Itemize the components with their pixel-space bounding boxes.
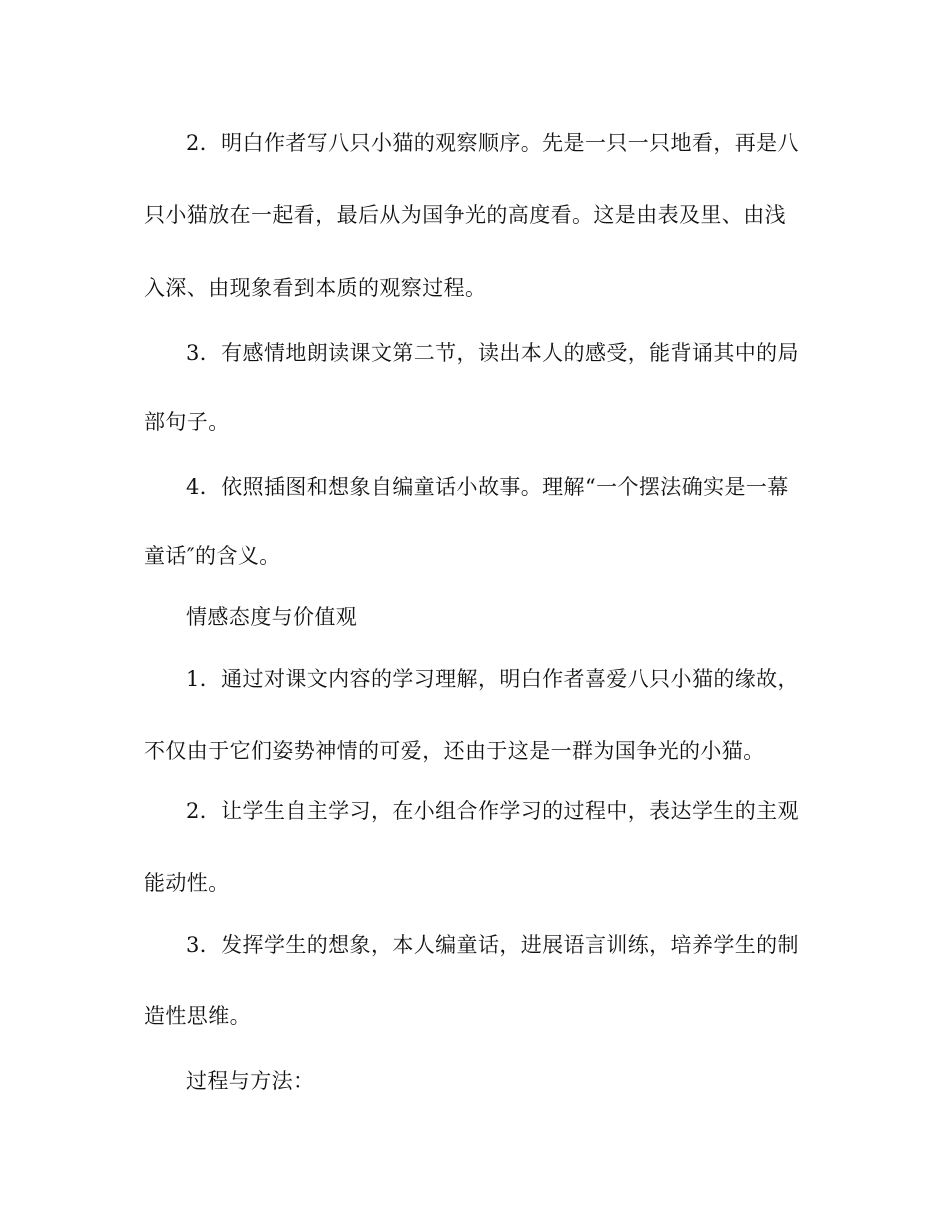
section-heading: 过程与方法： bbox=[186, 1069, 315, 1093]
paragraph-line: 只小猫放在一起看，最后从为国争光的高度看。这是由表及里、由浅 bbox=[144, 203, 786, 227]
paragraph-line: 部句子。 bbox=[144, 410, 230, 434]
paragraph-line: 造性思维。 bbox=[144, 1004, 251, 1028]
paragraph-line: 入深、由现象看到本质的观察过程。 bbox=[144, 276, 487, 300]
paragraph-line: 2．明白作者写八只小猫的观察顺序。先是一只一只地看，再是八 bbox=[186, 131, 799, 155]
paragraph-line: 4．依照插图和想象自编童话小故事。理解“一个摆法确实是一幕 bbox=[186, 475, 789, 499]
paragraph-line: 2．让学生自主学习，在小组合作学习的过程中，表达学生的主观 bbox=[186, 799, 799, 823]
paragraph-line: 3．发挥学生的想象，本人编童话，进展语言训练，培养学生的制 bbox=[186, 933, 799, 957]
paragraph-line: 1．通过对课文内容的学习理解，明白作者喜爱八只小猫的缘故， bbox=[186, 667, 799, 691]
paragraph-line: 不仅由于它们姿势神情的可爱，还由于这是一群为国争光的小猫。 bbox=[144, 739, 765, 763]
paragraph-line: 3．有感情地朗读课文第二节，读出本人的感受，能背诵其中的局 bbox=[186, 341, 799, 365]
paragraph-line: 童话″的含义。 bbox=[144, 544, 281, 568]
paragraph-line: 能动性。 bbox=[144, 871, 230, 895]
section-heading: 情感态度与价值观 bbox=[186, 605, 358, 629]
